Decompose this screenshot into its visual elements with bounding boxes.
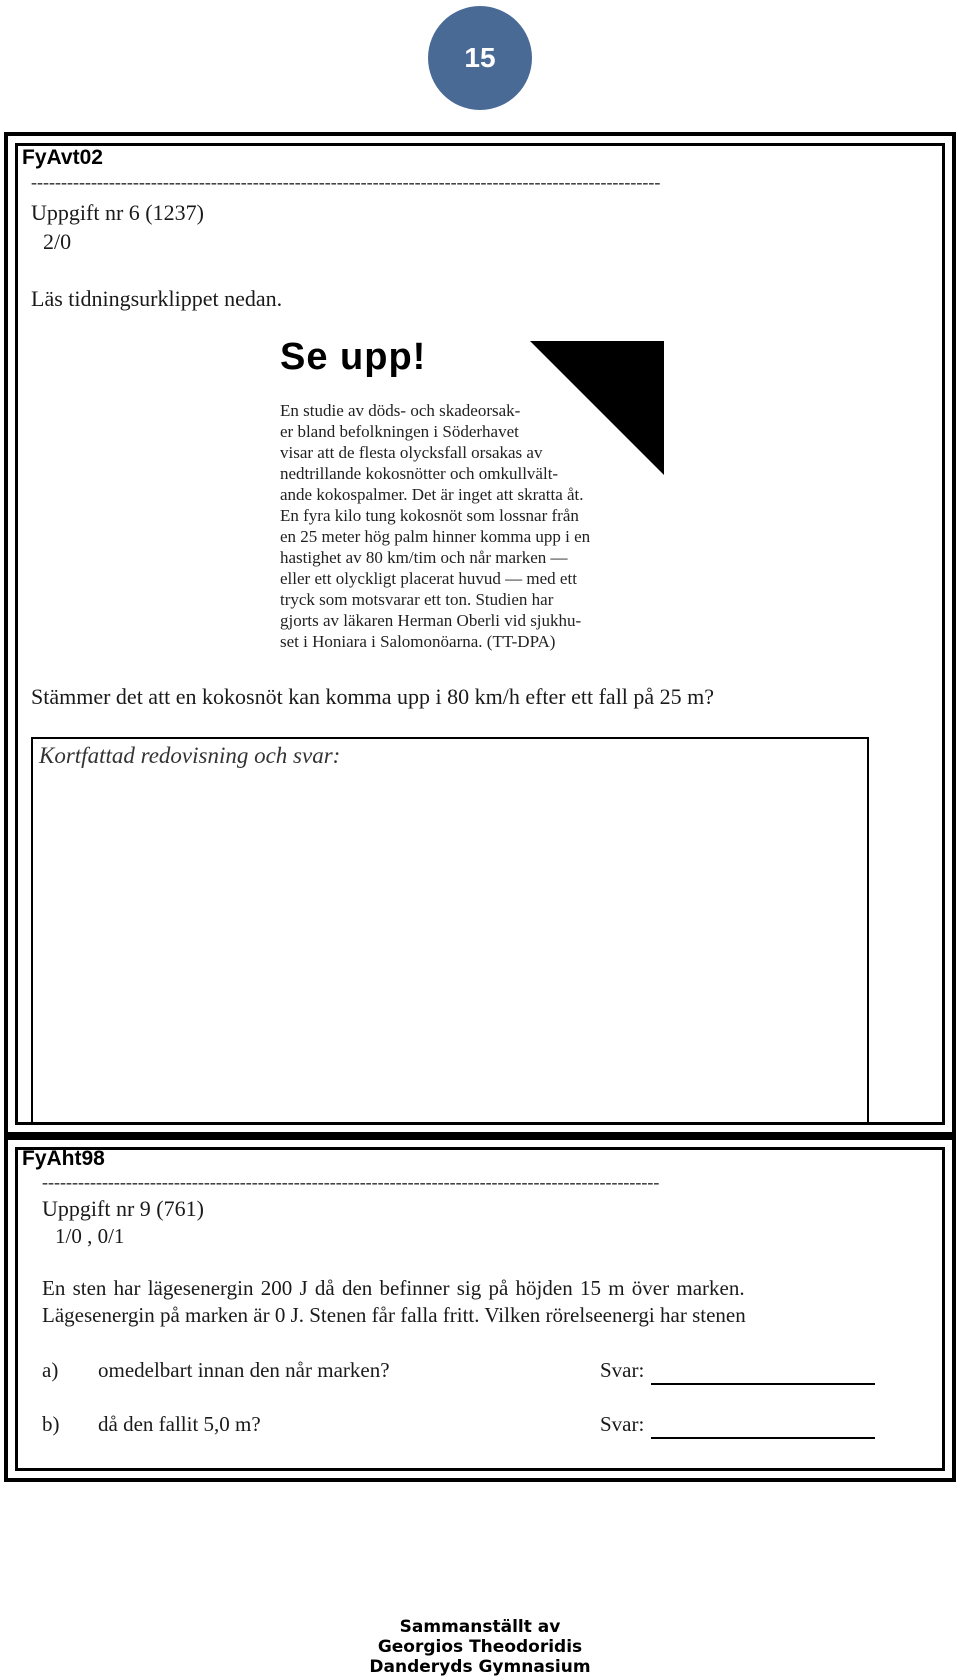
clipping-line: ande kokospalmer. Det är inget att skratta åt. [280, 485, 584, 504]
clipping-line: en 25 meter hög palm hinner komma upp i en [280, 527, 591, 546]
task2-separator: ------------------------------------------------------------------------------------------------------- [42, 1172, 660, 1192]
clipping-line: set i Honiara i Salomonöarna. (TT-DPA) [280, 632, 556, 651]
clipping-line: En studie av döds- och skadeorsak- [280, 401, 521, 420]
task1-source-code: FyAvt02 [22, 146, 103, 169]
task2-part-a-svar: Svar: [600, 1358, 645, 1382]
clipping-line: gjorts av läkaren Herman Oberli vid sjukhu- [280, 611, 582, 630]
task1-points: 2/0 [43, 229, 72, 254]
clipping-line: er bland befolkningen i Söderhavet [280, 422, 519, 441]
page-number: 15 [464, 42, 496, 73]
task1-title: Uppgift nr 6 (1237) [31, 200, 204, 225]
task2-part-a-label: a) [42, 1358, 59, 1382]
footer-line-3: Danderyds Gymnasium [369, 1657, 591, 1677]
task1-separator: --------------------------------------------------------------------------------------------------------- [31, 172, 661, 192]
task2-source-code: FyAht98 [22, 1147, 105, 1170]
task1-answer-label: Kortfattad redovisning och svar: [39, 743, 341, 768]
clipping-body [280, 400, 680, 652]
task2-part-a-text: omedelbart innan den når marken? [98, 1358, 390, 1382]
footer-line-2: Georgios Theodoridis [377, 1637, 583, 1657]
task2-part-a-answer-line[interactable] [651, 1383, 875, 1385]
clipping-headline: Se upp! [280, 336, 427, 378]
clipping-line: visar att de flesta olycksfall orsakas av [280, 443, 543, 462]
clipping-line: hastighet av 80 km/tim och når marken — [280, 548, 568, 567]
task2-part-b-svar: Svar: [600, 1412, 645, 1436]
task2-points: 1/0 , 0/1 [55, 1224, 125, 1248]
clipping-line: En fyra kilo tung kokosnöt som lossnar från [280, 506, 579, 525]
task2-line1: En sten har lägesenergin 200 J då den befinner sig på höjden 15 m över marken. [42, 1276, 745, 1300]
task1-question: Stämmer det att en kokosnöt kan komma upp i 80 km/h efter ett fall på 25 m? [31, 684, 715, 709]
task1-answer-box[interactable] [31, 737, 869, 1124]
clipping-line: eller ett olyckligt placerat huvud — med ett [280, 569, 577, 588]
page-number-badge [428, 6, 532, 110]
footer-line-1: Sammanställt av [399, 1617, 561, 1637]
clipping-line: tryck som motsvarar ett ton. Studien har [280, 590, 554, 609]
task2-part-b-label: b) [42, 1412, 60, 1436]
clipping-line: nedtrillande kokosnötter och omkullvält- [280, 464, 559, 483]
task2-part-b-text: då den fallit 5,0 m? [98, 1412, 261, 1436]
task1-intro: Läs tidningsurklippet nedan. [31, 286, 283, 311]
task2-title: Uppgift nr 9 (761) [42, 1196, 204, 1221]
task2-part-b-answer-line[interactable] [651, 1437, 875, 1439]
task2-line2: Lägesenergin på marken är 0 J. Stenen får falla fritt. Vilken rörelseenergi har stenen [42, 1303, 746, 1327]
